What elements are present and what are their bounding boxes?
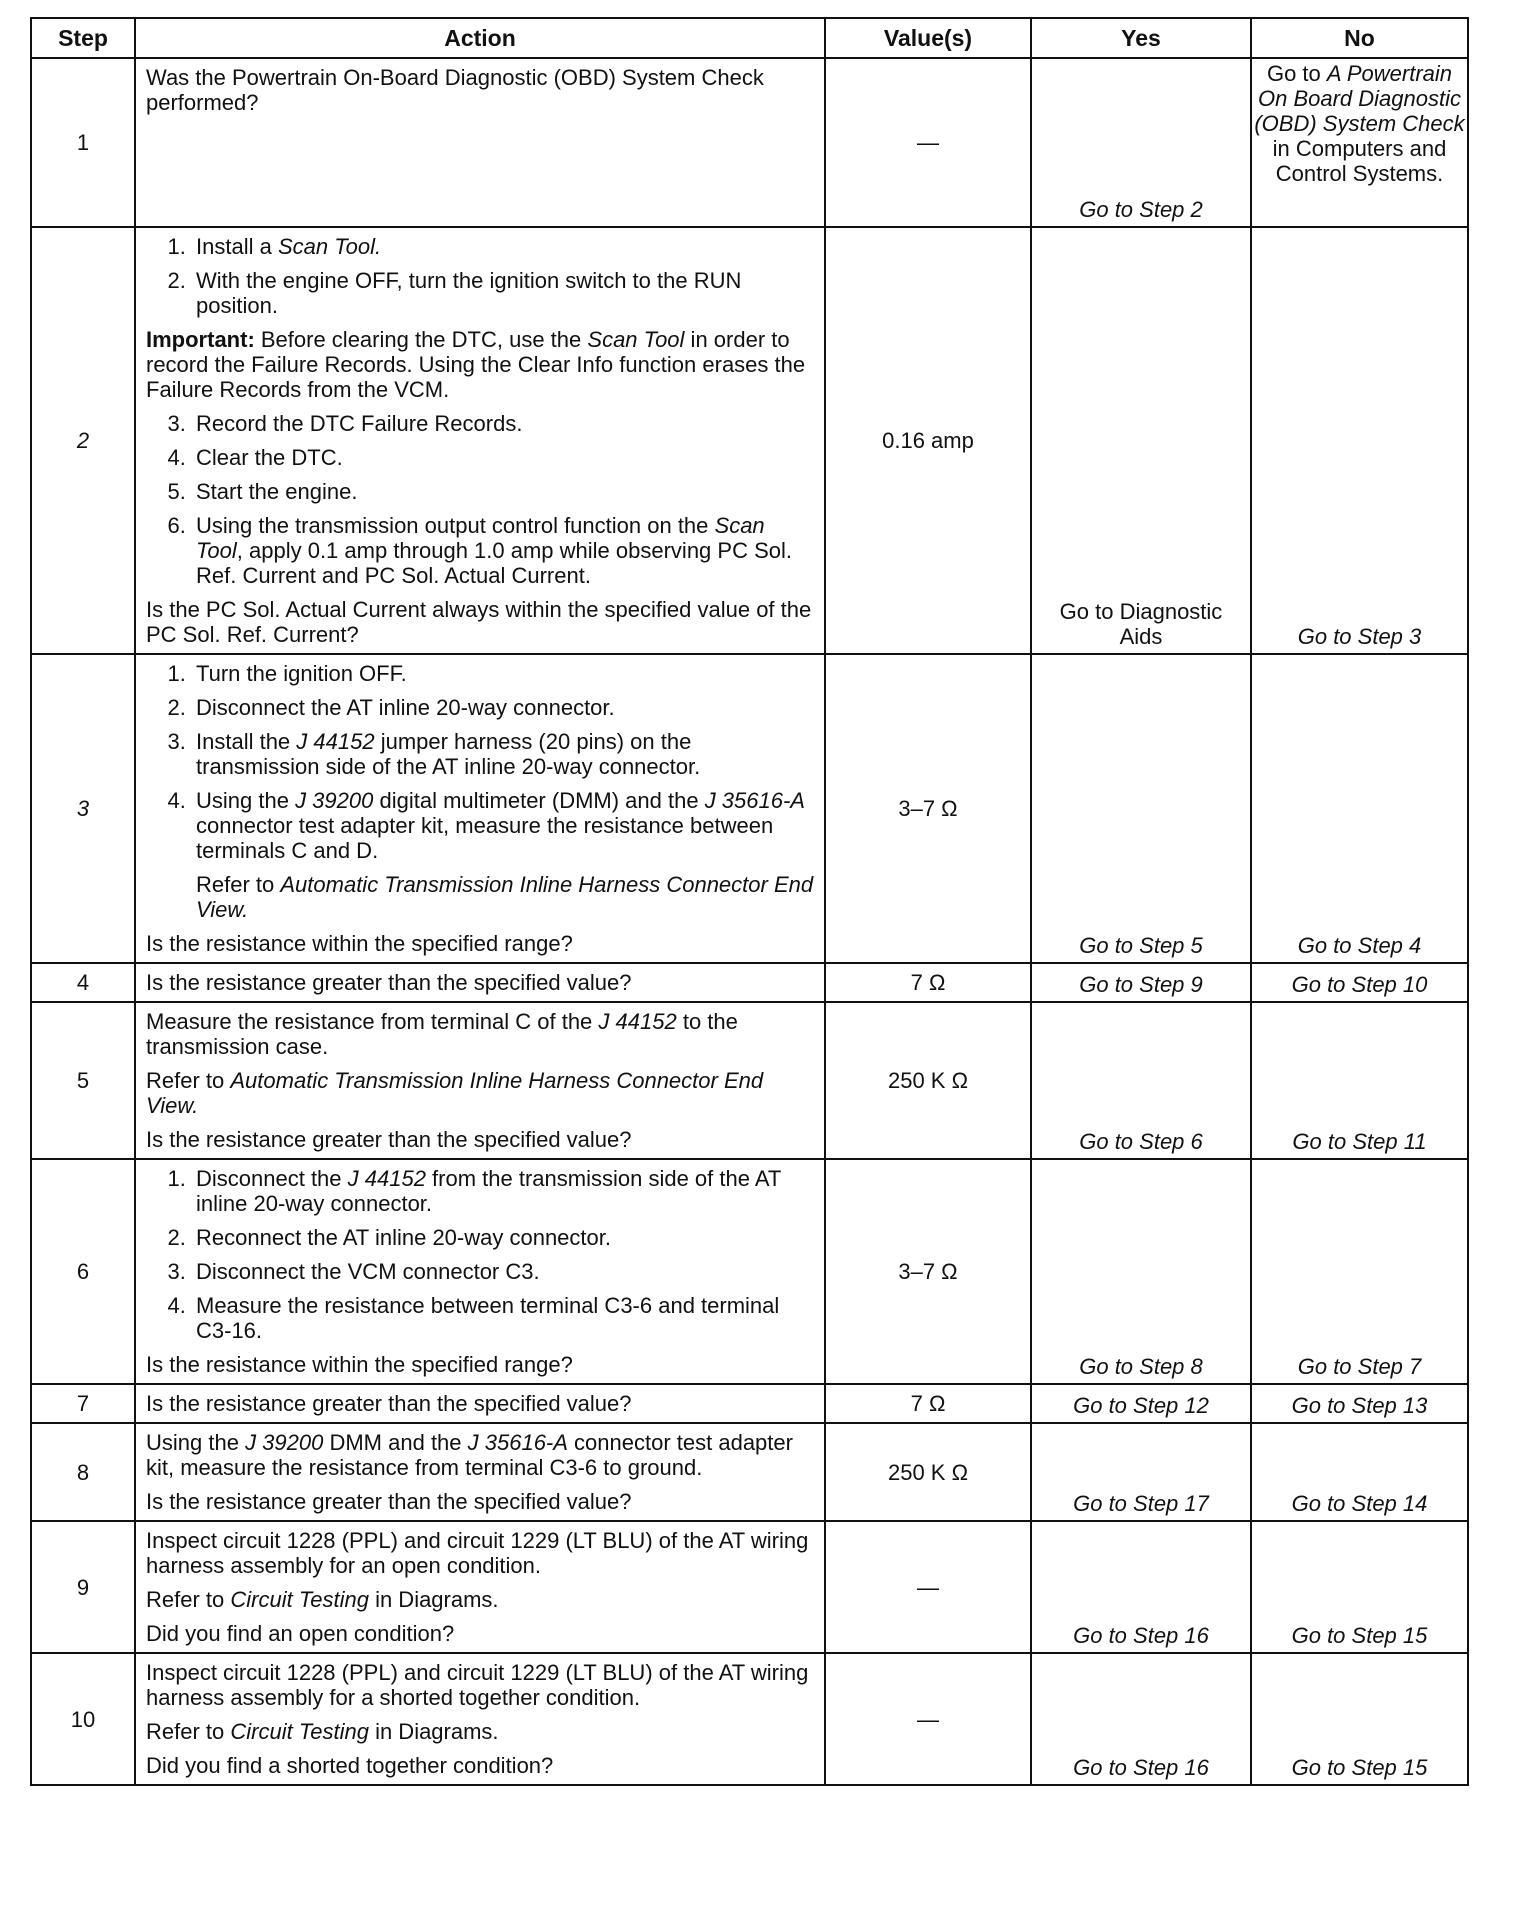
step-number: 6	[31, 1159, 135, 1384]
action-cell	[135, 1159, 825, 1384]
yes-cell: Go to Step 16	[1031, 1653, 1251, 1785]
header-action: Action	[135, 18, 825, 58]
table-row	[31, 1002, 1468, 1159]
action-cell	[135, 963, 825, 1002]
action-cell	[135, 1653, 825, 1785]
no-cell: Go to Step 15	[1251, 1521, 1468, 1653]
step-number: 7	[31, 1384, 135, 1423]
no-cell: Go to Step 4	[1251, 654, 1468, 963]
instruction-item: 2. With the engine OFF, turn the ignition switch to the RUN position.	[192, 268, 814, 318]
instruction-list	[146, 661, 814, 922]
instruction-list	[146, 1166, 814, 1343]
table-row	[31, 1521, 1468, 1653]
table-row	[31, 963, 1468, 1002]
action-cell	[135, 654, 825, 963]
instruction-item: 4. Measure the resistance between terminal C3-6 and terminal C3-16.	[192, 1293, 814, 1343]
action-text: Measure the resistance from terminal C of the J 44152 to the transmission case.	[146, 1009, 738, 1059]
action-text: Using the J 39200 DMM and the J 35616-A connector test adapter kit, measure the resistance from terminal C3-6 to ground.	[146, 1430, 793, 1480]
no-cell: Go to Step 10	[1251, 963, 1468, 1002]
instruction-item: 2. Reconnect the AT inline 20-way connector.	[192, 1225, 814, 1250]
table-row	[31, 1159, 1468, 1384]
yes-cell: Go to Diagnostic Aids	[1031, 227, 1251, 654]
value-cell: 3–7 Ω	[825, 654, 1031, 963]
value-cell: 0.16 amp	[825, 227, 1031, 654]
step-number: 3	[31, 654, 135, 963]
step-number: 2	[31, 227, 135, 654]
step-number: 8	[31, 1423, 135, 1521]
no-cell: Go to Step 15	[1251, 1653, 1468, 1785]
table-row	[31, 1384, 1468, 1423]
instruction-item: 3. Record the DTC Failure Records.	[192, 411, 814, 436]
value-cell: 250 K Ω	[825, 1002, 1031, 1159]
yes-cell: Go to Step 9	[1031, 963, 1251, 1002]
action-text: Inspect circuit 1228 (PPL) and circuit 1229 (LT BLU) of the AT wiring harness assembly for a shorted together condition.	[146, 1660, 809, 1710]
question-text: Is the resistance within the specified range?	[146, 931, 573, 956]
no-cell: Go to Step 13	[1251, 1384, 1468, 1423]
yes-cell: Go to Step 2	[1031, 58, 1251, 227]
step-number: 4	[31, 963, 135, 1002]
question-text: Did you find a shorted together condition?	[146, 1753, 554, 1778]
table-row	[31, 1653, 1468, 1785]
action-cell	[135, 227, 825, 654]
no-text: in Computers and Control Systems.	[1272, 136, 1447, 186]
step-number: 1	[31, 58, 135, 227]
no-cell: Go to Step 11	[1251, 1002, 1468, 1159]
value-cell: 7 Ω	[825, 963, 1031, 1002]
value-cell: 3–7 Ω	[825, 1159, 1031, 1384]
no-cell: Go to Step 3	[1251, 227, 1468, 654]
yes-cell: Go to Step 5	[1031, 654, 1251, 963]
question-text: Did you find an open condition?	[146, 1621, 455, 1646]
instruction-item: 1. Install a Scan Tool.	[192, 234, 814, 259]
header-step: Step	[31, 18, 135, 58]
action-cell	[135, 1002, 825, 1159]
value-cell: —	[825, 58, 1031, 227]
no-link-text: A Powertrain On Board Diagnostic (OBD) System Check	[1254, 61, 1465, 136]
instruction-item: 5. Start the engine.	[192, 479, 814, 504]
no-cell: Go to Step 14	[1251, 1423, 1468, 1521]
question-text: Is the resistance greater than the specified value?	[146, 1489, 632, 1514]
instruction-list	[146, 234, 814, 318]
no-cell: Go to Step 7	[1251, 1159, 1468, 1384]
instruction-item: 3. Disconnect the VCM connector C3.	[192, 1259, 814, 1284]
table-row	[31, 654, 1468, 963]
header-values: Value(s)	[825, 18, 1031, 58]
question-text: Is the resistance greater than the specified value?	[146, 1127, 632, 1152]
header-row	[31, 18, 1468, 58]
action-cell	[135, 1384, 825, 1423]
step-number: 9	[31, 1521, 135, 1653]
value-cell: —	[825, 1653, 1031, 1785]
table-row	[31, 58, 1468, 227]
header-yes: Yes	[1031, 18, 1251, 58]
question-text: Is the PC Sol. Actual Current always within the specified value of the PC Sol. Ref. Current?	[146, 597, 812, 647]
important-note: Important: Before clearing the DTC, use the Scan Tool in order to record the Failure Records. Using the Clear Info function erases the Failure Records from the VCM.	[146, 327, 806, 402]
yes-cell: Go to Step 8	[1031, 1159, 1251, 1384]
action-cell	[135, 58, 825, 227]
no-text: Go to	[1266, 61, 1327, 86]
yes-cell: Go to Step 16	[1031, 1521, 1251, 1653]
action-text: Inspect circuit 1228 (PPL) and circuit 1229 (LT BLU) of the AT wiring harness assembly for an open condition.	[146, 1528, 809, 1578]
table-row	[31, 1423, 1468, 1521]
question-text: Was the Powertrain On-Board Diagnostic (OBD) System Check performed?	[146, 65, 764, 115]
reference-note: Refer to Circuit Testing in Diagrams.	[146, 1719, 499, 1744]
yes-cell: Go to Step 12	[1031, 1384, 1251, 1423]
step-number: 10	[31, 1653, 135, 1785]
instruction-item: 1. Disconnect the J 44152 from the transmission side of the AT inline 20-way connector.	[192, 1166, 814, 1216]
question-text: Is the resistance greater than the specified value?	[146, 1391, 632, 1416]
step-number: 5	[31, 1002, 135, 1159]
instruction-item: 1. Turn the ignition OFF.	[192, 661, 814, 686]
yes-cell: Go to Step 6	[1031, 1002, 1251, 1159]
reference-note: Refer to Automatic Transmission Inline Harness Connector End View.	[196, 872, 814, 922]
question-text: Is the resistance within the specified range?	[146, 1352, 573, 1377]
table-row	[31, 227, 1468, 654]
no-cell	[1251, 58, 1468, 227]
header-no: No	[1251, 18, 1468, 58]
action-cell	[135, 1423, 825, 1521]
diagnostic-table	[30, 17, 1469, 1786]
value-cell: 250 K Ω	[825, 1423, 1031, 1521]
instruction-item: 6. Using the transmission output control function on the Scan Tool, apply 0.1 amp through 1.0 amp while observing PC Sol. Ref. Current and PC Sol. Actual Current.	[192, 513, 814, 588]
yes-cell: Go to Step 17	[1031, 1423, 1251, 1521]
question-text: Is the resistance greater than the specified value?	[146, 970, 632, 995]
instruction-list	[146, 411, 814, 588]
instruction-item: 2. Disconnect the AT inline 20-way connector.	[192, 695, 814, 720]
reference-note: Refer to Circuit Testing in Diagrams.	[146, 1587, 499, 1612]
instruction-item: 4. Clear the DTC.	[192, 445, 814, 470]
reference-note: Refer to Automatic Transmission Inline Harness Connector End View.	[146, 1068, 764, 1118]
value-cell: —	[825, 1521, 1031, 1653]
instruction-item: 3. Install the J 44152 jumper harness (20 pins) on the transmission side of the AT inline 20-way connector.	[192, 729, 814, 779]
instruction-item: 4. Using the J 39200 digital multimeter (DMM) and the J 35616-A connector test adapter kit, measure the resistance between terminals C and D. Refer to Automatic Transmission Inline Harness Connector End View.	[192, 788, 814, 922]
action-cell	[135, 1521, 825, 1653]
value-cell: 7 Ω	[825, 1384, 1031, 1423]
